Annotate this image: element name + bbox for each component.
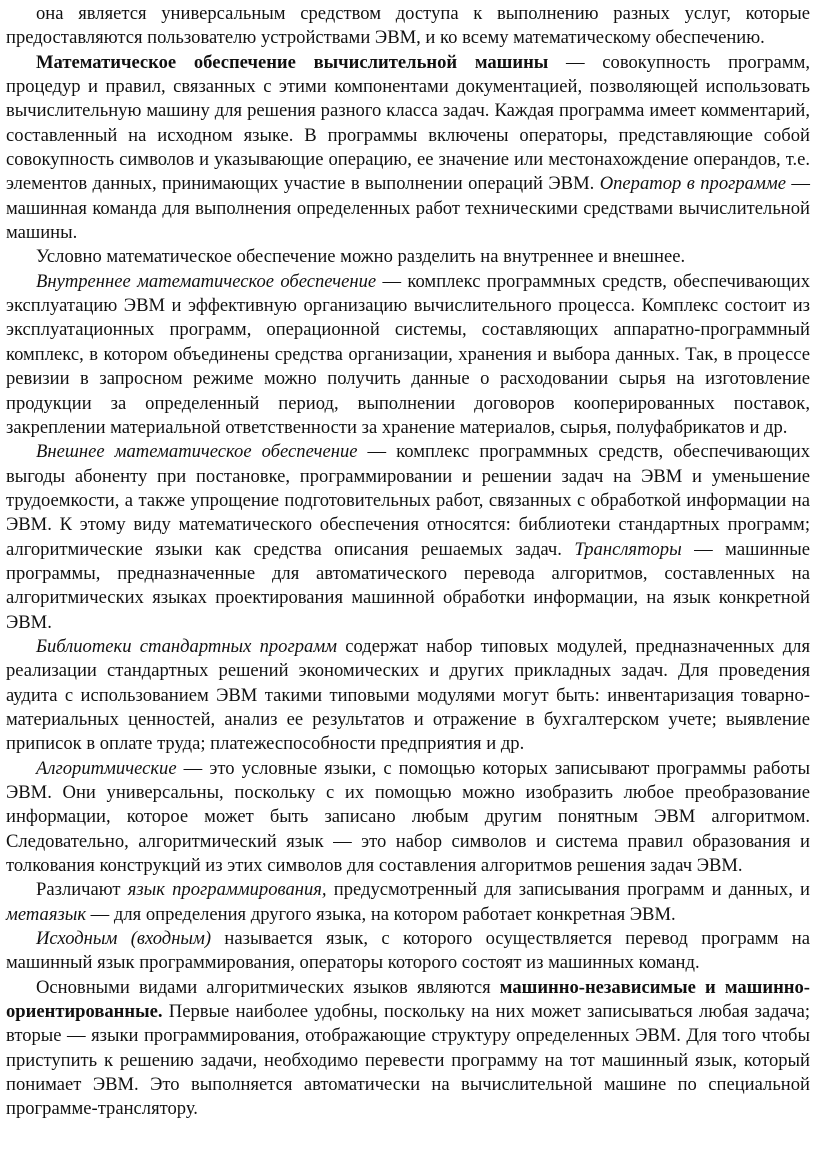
text-run: — комплекс программных средств, обеспечивающих выгоды абоненту при постановке, программировании и решении задач на ЭВМ и уменьшение трудоемкости, а также упрощение подготовительных работ, связанных с обработкой информации на ЭВМ. К этому виду математического обеспечения относятся: библиотеки стандартных программ; алгоритмические языки как средства описания решаемых задач. (6, 441, 810, 560)
paragraph-external-software (6, 440, 810, 635)
paragraph-language-types (6, 976, 810, 1122)
paragraph-division (6, 245, 810, 269)
text-run: — комплекс программных средств, обеспечивающих эксплуатацию ЭВМ и эффективную организацию вычислительного процесса. Комплекс состоит из эксплуатационных программ, операционной системы, составляющих аппаратно-программный комплекс, в котором объединены средства организации, хранения и выбора данных. Так, в процессе ревизии в запросном режиме можно получить данные о расходовании сырья на изготовление продукции за определенный период, выполнении договоров кооперированных поставок, закреплении материальной ответственности за хранение материалов, сырья, полуфабрикатов и др. (6, 270, 810, 438)
italic-term: язык программирования, (127, 879, 327, 901)
text-run: — совокупность программ, процедур и правил, связанных с этими компонентами документацией, позволяющей использовать вычислительную машину для решения разного класса задач. Каждая программа имеет комментарий, составленный на исходном языке. В программы включены операторы, представляющие собой совокупность символов и указывающие операцию, ее значение или местонахождение операндов, т.е. элементов данных, принимающих участие в выполнении операций ЭВМ. (6, 51, 810, 195)
italic-term: Внутреннее математическое обеспечение (36, 270, 377, 292)
bold-term: Математическое обеспечение вычислительной машины (36, 51, 549, 73)
text-run: — это условные языки, с помощью которых записывают программы работы ЭВМ. Они универсальны, поскольку с их помощью можно изобразить любое преобразование информации, которое может быть записано любым другим понятным ЭВМ алгоритмом. Следовательно, алгоритмический язык — это набор символов и система правил образования и толкования конструкций из этих символов для составления алгоритмов решения задач ЭВМ. (6, 757, 810, 877)
paragraph-standard-libraries (6, 635, 810, 757)
text-run: Первые наиболее удобны, поскольку на них может записываться любая задача; вторые — языки программирования, отображающие структуру определенных ЭВМ. Для того чтобы приступить к решению задачи, необходимо перевести программу на тот машинный язык, который понимает ЭВМ. Это выполняется автоматически на вычислительной машине по специальной программе-транслятору. (6, 1001, 810, 1120)
paragraph-algorithmic-languages (6, 757, 810, 879)
paragraph-programming-language-metalanguage (6, 878, 810, 927)
paragraph-math-software-definition (6, 51, 810, 246)
text-run: — машинная команда для выполнения определенных работ техническими средствами вычислительной машины. (6, 173, 810, 244)
italic-term: Внешнее математическое обеспечение (36, 441, 358, 463)
text-run: — для определения другого языка, на котором работает конкретная ЭВМ. (86, 903, 676, 925)
bold-term: машинно-независимые и машинно-ориентированные. (6, 976, 810, 1023)
text-run: Различают (36, 879, 128, 901)
text-run: Условно математическое обеспечение можно разделить на внутреннее и внешнее. (36, 246, 686, 268)
italic-term: Трансляторы (574, 538, 682, 560)
italic-term: Алгоритмические (36, 757, 177, 779)
text-run: предусмотренный для записывания программ и данных, и (326, 879, 810, 901)
text-run: она является универсальным средством доступа к выполнению разных услуг, которые предоставляются пользователю устройствами ЭВМ, и ко всему математическому обеспечению. (6, 3, 810, 49)
paragraph-internal-software (6, 270, 810, 440)
text-run: содержат набор типовых модулей, предназначенных для реализации стандартных решений экономических и других прикладных задач. Для проведения аудита с использованием ЭВМ такими типовыми модулями могут быть: инвентаризация товарно-материальных ценностей, анализ ее результатов и отражение в бухгалтерском учете; выявление приписок в оплате труда; платежеспособности предприятия и др. (6, 635, 810, 755)
text-run: Основными видами алгоритмических языков являются (36, 976, 500, 998)
italic-term: Исходным (входным) (36, 928, 212, 950)
italic-term: метаязык (6, 903, 87, 925)
paragraph-source-language (6, 927, 810, 976)
text-run: — машинные программы, предназначенные для автоматического перевода алгоритмов, составленных на алгоритмических языках проектирования машинной обработки информации, на язык конкретной ЭВМ. (6, 538, 810, 633)
italic-term: Оператор в программе (599, 173, 786, 195)
paragraph-continuation (6, 2, 810, 51)
text-run: называется язык, с которого осуществляется перевод программ на машинный язык программирования, операторы которого состоят из машинных команд. (6, 928, 810, 974)
italic-term: Библиотеки стандартных программ (36, 635, 338, 657)
